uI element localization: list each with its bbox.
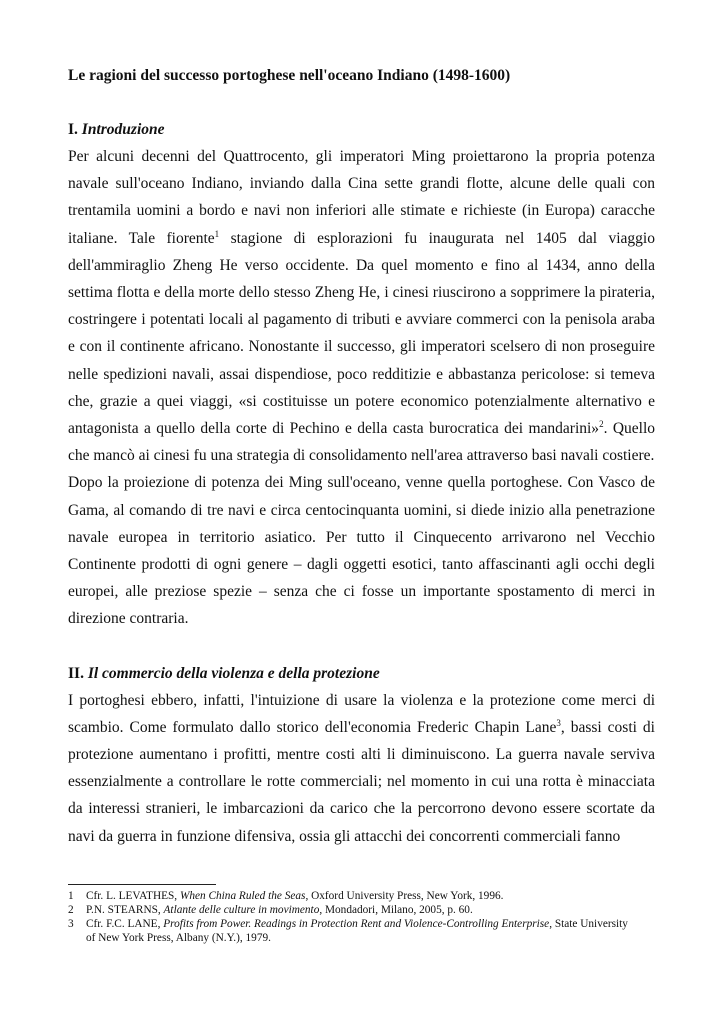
footnote-title: When China Ruled the Seas (179, 890, 306, 902)
footnote-1 (68, 889, 628, 903)
footnote-text-pre: P.N. STEARNS, (86, 904, 164, 916)
paragraph-text: , bassi costi di protezione aumentano i profitti, mentre costi alti li diminuiscono. La guerra navale serviva essenzialmente a controllare le rotte commerciali; nel momento in cui una rotta è minacciata da interessi stranieri, le imbarcazioni da carico che la percorrono devono essere scortate da navi da guerra in funzione difensiva, ossia gli attacchi dei concorrenti commerciali fanno (68, 718, 655, 845)
footnote-number: 3 (68, 918, 74, 930)
paragraph-text: Per alcuni decenni del Quattrocento, gli imperatori Ming proiettarono la propria potenza navale sull'oceano Indiano, inviando dalla Cina sette grandi flotte, alcune delle quali con trentamila uomini a bordo e navi non inferiori alle stimate e richieste (in Europa) caracche italiane. Tale fiorente (68, 148, 655, 247)
footnote-text-pre: Cfr. L. LEVATHES, (86, 890, 180, 902)
footnote-ref-1: 1 (214, 228, 220, 239)
footnote-divider (68, 884, 216, 885)
paragraph-text: I portoghesi ebbero, infatti, l'intuizione di usare la violenza e la protezione come merci di scambio. Come formulato dallo storico dell'economia Frederic Chapin Lane (68, 691, 655, 736)
paragraph-section2-1 (68, 687, 655, 850)
footnote-text (86, 917, 628, 945)
footnote-text (86, 889, 628, 903)
footnote-3 (68, 917, 628, 945)
paragraph-text: . Quello che mancò ai cinesi fu una strategia di consolidamento nell'area attraverso basi navali costiere. (68, 420, 656, 465)
spacer (68, 89, 655, 116)
section-number: II. (68, 664, 84, 682)
paragraph-text: stagione di esplorazioni fu inaugurata nel 1405 dal viaggio dell'ammiraglio Zheng He verso occidente. Da quel momento e fino al 1434, anno della settima flotta e della morte dello stesso Zheng He, i cinesi riuscirono a sopprimere la pirateria, costringere i potentati locali al pagamento di tributi e avviare commerci con la penisola araba e con il continente africano. Nonostante il successo, gli imperatori scelsero di non proseguire nelle spedizioni navali, assai dispendiose, poco redditizie e abbastanza pericolose: si temeva che, grazie a quei viaggi, «si costituisse un potere economico potenzialmente alternativo e antagonista a quello della corte di Pechino e della casta burocratica dei mandarini» (68, 229, 655, 438)
footnote-text (86, 903, 628, 917)
footnote-ref-2: 2 (599, 418, 604, 429)
section-title: Introduzione (81, 121, 165, 138)
section-number: I. (68, 121, 78, 138)
section-heading-commercio (68, 660, 655, 687)
document-title: Le ragioni del successo portoghese nell'oceano Indiano (1498-1600) (68, 67, 511, 84)
footnote-text-post: , Oxford University Press, New York, 1996. (305, 890, 504, 902)
footnote-2 (68, 903, 628, 917)
spacer (68, 633, 655, 660)
document-body (68, 62, 655, 850)
footnote-ref-3: 3 (556, 717, 561, 728)
footnote-title: Profits from Power. Readings in Protection Rent and Violence-Controlling Enterprise (163, 918, 550, 930)
footnote-number: 1 (68, 890, 74, 902)
paragraph-intro-1 (68, 143, 655, 469)
footnote-text-post: , State University of New York Press, Albany (N.Y.), 1979. (86, 918, 628, 944)
paragraph-intro-2: Dopo la proiezione di potenza dei Ming sull'oceano, venne quella portoghese. Con Vasco de Gama, al comando di tre navi e circa centocinquanta uomini, si diede inizio alla penetrazione navale europea in territorio asiatico. Per tutto il Cinquecento arrivarono nel Vecchio Continente prodotti di ogni genere – dagli oggetti esotici, tanto affascinanti agli occhi degli europei, alle preziose spezie – senza che ci fosse un importante spostamento di merci in direzione contraria. (68, 474, 655, 628)
section-title: Il commercio della violenza e della protezione (87, 664, 380, 682)
footnote-title: Atlante delle culture in movimento (163, 904, 320, 916)
section-heading-introduzione (68, 116, 655, 143)
footnote-text-pre: Cfr. F.C. LANE, (86, 918, 164, 930)
footnote-number: 2 (68, 904, 74, 916)
footnote-text-post: , Mondadori, Milano, 2005, p. 60. (319, 904, 473, 916)
footnotes (68, 884, 628, 945)
